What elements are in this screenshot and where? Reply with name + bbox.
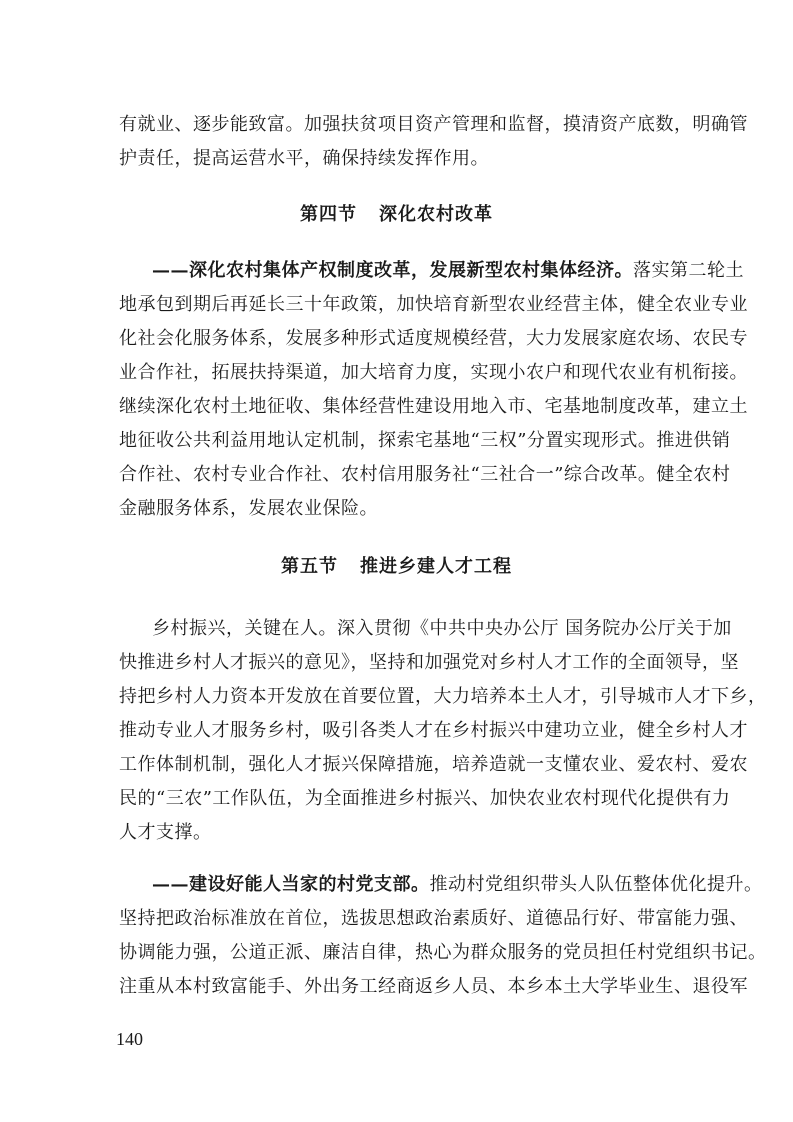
- paragraph-line: 人才支撑。: [119, 822, 212, 843]
- paragraph-line: 地承包到期后再延长三十年政策，加快培育新型农业经营主体，健全农业专业: [119, 294, 748, 315]
- paragraph-line: 继续深化农村土地征收、集体经营性建设用地入市、宅基地制度改革，建立土: [119, 396, 748, 417]
- page-number: 140: [116, 1029, 143, 1049]
- section-heading: [0, 555, 793, 579]
- paragraph-line: 推动专业人才服务乡村，吸引各类人才在乡村振兴中建功立业，健全乡村人才: [119, 720, 748, 741]
- section-number: 第四节: [300, 204, 357, 225]
- bold-lead: ——建设好能人当家的村党支部。: [152, 874, 430, 895]
- paragraph-line: 持把乡村人力资本开发放在首要位置，大力培养本土人才，引导城市人才下乡，: [119, 686, 767, 707]
- paragraph-lead-line: [152, 259, 744, 283]
- lead-continuation: 落实第二轮土: [633, 260, 744, 281]
- paragraph-lead-line: [152, 873, 763, 897]
- section-title: 推进乡建人才工程: [360, 556, 512, 577]
- paragraph-line: 协调能力强，公道正派、廉洁自律，热心为群众服务的党员担任村党组织书记。: [119, 942, 767, 963]
- paragraph-line: 乡村振兴，关键在人。深入贯彻《中共中央办公厅 国务院办公厅关于加: [152, 618, 732, 639]
- paragraph-line: 合作社、农村专业合作社、农村信用服务社“三社合一”综合改革。健全农村: [119, 464, 731, 485]
- paragraph-line: 民的“三农”工作队伍，为全面推进乡村振兴、加快农业农村现代化提供有力: [119, 788, 731, 809]
- paragraph-line: 金融服务体系，发展农业保险。: [119, 498, 378, 519]
- paragraph-line: 快推进乡村人才振兴的意见》，坚持和加强党对乡村人才工作的全面领导，坚: [119, 652, 739, 673]
- paragraph-line: 坚持把政治标准放在首位，选拔思想政治素质好、道德品行好、带富能力强、: [119, 908, 748, 929]
- section-heading: [0, 203, 793, 227]
- section-number: 第五节: [281, 556, 338, 577]
- intro-line: 有就业、逐步能致富。加强扶贫项目资产管理和监督，摸清资产底数，明确管: [119, 114, 748, 135]
- paragraph-line: 业合作社，拓展扶持渠道，加大培育力度，实现小农户和现代农业有机衔接。: [119, 362, 748, 383]
- section-title: 深化农村改革: [379, 204, 493, 225]
- intro-line: 护责任，提高运营水平，确保持续发挥作用。: [119, 148, 489, 169]
- paragraph-line: 地征收公共利益用地认定机制，探索宅基地“三权”分置实现形式。推进供销: [119, 430, 731, 451]
- paragraph-line: 化社会化服务体系，发展多种形式适度规模经营，大力发展家庭农场、农民专: [119, 328, 748, 349]
- paragraph-line: 工作体制机制，强化人才振兴保障措施，培养造就一支懂农业、爱农村、爱农: [119, 754, 748, 775]
- lead-continuation: 推动村党组织带头人队伍整体优化提升。: [429, 874, 763, 895]
- paragraph-line: 注重从本村致富能手、外出务工经商返乡人员、本乡本土大学毕业生、退役军: [119, 976, 748, 997]
- bold-lead: ——深化农村集体产权制度改革，发展新型农村集体经济。: [152, 260, 633, 281]
